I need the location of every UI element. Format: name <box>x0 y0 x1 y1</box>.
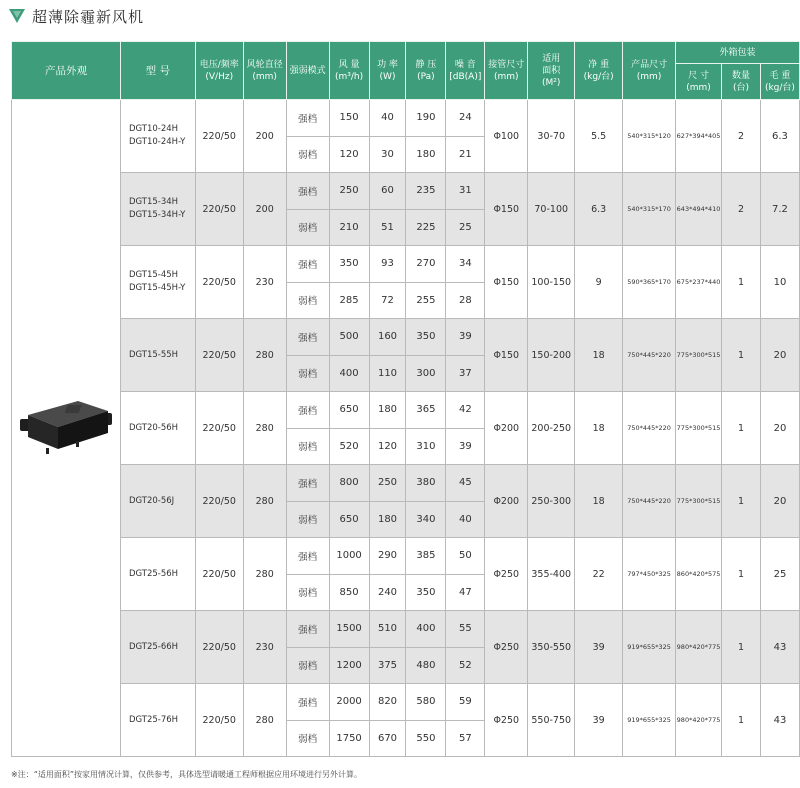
noise-cell: 50 <box>446 538 485 575</box>
model-name: DGT15-55H <box>128 349 179 360</box>
pipe-cell: Φ250 <box>485 538 528 611</box>
noise-cell: 42 <box>446 392 485 429</box>
noise-cell: 34 <box>446 246 485 283</box>
green-triangle-logo-icon <box>8 7 26 25</box>
pressure-cell: 400 <box>406 611 446 648</box>
mode-strong-cell: 强档 <box>286 319 329 356</box>
model-cell <box>120 173 195 246</box>
airflow-cell: 650 <box>329 501 369 538</box>
weight-cell: 6.3 <box>575 173 623 246</box>
header-pkg-size: 尺 寸 (mm) <box>676 64 722 100</box>
voltage-cell: 220/50 <box>195 319 243 392</box>
header-voltage: 电压/频率 (V/Hz) <box>195 42 243 100</box>
header-size: 产品尺寸 (mm) <box>623 42 676 100</box>
size-cell: 590*365*170 <box>623 246 676 319</box>
voltage-cell: 220/50 <box>195 538 243 611</box>
model-cell <box>120 392 195 465</box>
power-cell: 72 <box>369 282 406 319</box>
power-cell: 180 <box>369 392 406 429</box>
noise-cell: 59 <box>446 684 485 721</box>
area-cell: 30-70 <box>528 100 575 173</box>
wheel-cell: 200 <box>243 173 286 246</box>
weight-cell: 18 <box>575 465 623 538</box>
wheel-cell: 280 <box>243 319 286 392</box>
power-cell: 375 <box>369 647 406 684</box>
power-cell: 51 <box>369 209 406 246</box>
header-pkg-qty: 数量 (台) <box>722 64 761 100</box>
pkg-qty-cell: 2 <box>722 173 761 246</box>
pressure-cell: 350 <box>406 574 446 611</box>
size-cell: 750*445*220 <box>623 392 676 465</box>
pressure-cell: 300 <box>406 355 446 392</box>
pipe-cell: Φ200 <box>485 392 528 465</box>
wheel-cell: 280 <box>243 392 286 465</box>
power-cell: 40 <box>369 100 406 137</box>
airflow-cell: 150 <box>329 100 369 137</box>
model-cell <box>120 246 195 319</box>
model-name: DGT10-24H <box>128 124 179 134</box>
mode-weak-cell: 弱档 <box>286 574 329 611</box>
model-name: DGT10-24H-Y <box>128 137 186 147</box>
pkg-qty-cell: 2 <box>722 100 761 173</box>
mode-strong-cell: 强档 <box>286 246 329 283</box>
spec-table <box>11 41 800 757</box>
table-row <box>12 684 800 721</box>
noise-cell: 24 <box>446 100 485 137</box>
airflow-cell: 800 <box>329 465 369 502</box>
airflow-cell: 250 <box>329 173 369 210</box>
pipe-cell: Φ200 <box>485 465 528 538</box>
airflow-cell: 1000 <box>329 538 369 575</box>
weight-cell: 5.5 <box>575 100 623 173</box>
size-cell: 540*315*120 <box>623 100 676 173</box>
noise-cell: 39 <box>446 428 485 465</box>
page-title: 超薄除霾新风机 <box>32 7 145 26</box>
pressure-cell: 310 <box>406 428 446 465</box>
voltage-cell: 220/50 <box>195 246 243 319</box>
power-cell: 510 <box>369 611 406 648</box>
pipe-cell: Φ100 <box>485 100 528 173</box>
weight-cell: 18 <box>575 319 623 392</box>
model-cell <box>120 319 195 392</box>
pipe-cell: Φ150 <box>485 246 528 319</box>
area-cell: 200-250 <box>528 392 575 465</box>
airflow-cell: 210 <box>329 209 369 246</box>
gross-weight-cell: 6.3 <box>760 100 799 173</box>
model-name: DGT25-76H <box>128 714 179 725</box>
area-cell: 150-200 <box>528 319 575 392</box>
model-name: DGT15-34H-Y <box>128 210 186 220</box>
mode-strong-cell: 强档 <box>286 538 329 575</box>
mode-weak-cell: 弱档 <box>286 355 329 392</box>
wheel-cell: 230 <box>243 611 286 684</box>
noise-cell: 28 <box>446 282 485 319</box>
header-power: 功 率 (W) <box>369 42 406 100</box>
pkg-size-cell: 675*237*440 <box>676 246 722 319</box>
noise-cell: 55 <box>446 611 485 648</box>
airflow-cell: 850 <box>329 574 369 611</box>
pressure-cell: 580 <box>406 684 446 721</box>
noise-cell: 47 <box>446 574 485 611</box>
noise-cell: 40 <box>446 501 485 538</box>
pressure-cell: 350 <box>406 319 446 356</box>
gross-weight-cell: 10 <box>760 246 799 319</box>
pkg-size-cell: 775*300*515 <box>676 465 722 538</box>
mode-weak-cell: 弱档 <box>286 647 329 684</box>
pressure-cell: 225 <box>406 209 446 246</box>
mode-strong-cell: 强档 <box>286 611 329 648</box>
size-cell: 919*655*325 <box>623 611 676 684</box>
power-cell: 120 <box>369 428 406 465</box>
mode-strong-cell: 强档 <box>286 100 329 137</box>
table-row <box>12 538 800 575</box>
gross-weight-cell: 7.2 <box>760 173 799 246</box>
noise-cell: 31 <box>446 173 485 210</box>
power-cell: 240 <box>369 574 406 611</box>
header-weight: 净 重 (kg/台) <box>575 42 623 100</box>
pkg-qty-cell: 1 <box>722 392 761 465</box>
model-name: DGT25-56H <box>128 568 179 579</box>
pkg-size-cell: 643*494*410 <box>676 173 722 246</box>
voltage-cell: 220/50 <box>195 173 243 246</box>
pkg-size-cell: 775*300*515 <box>676 392 722 465</box>
pkg-qty-cell: 1 <box>722 319 761 392</box>
pkg-size-cell: 860*420*575 <box>676 538 722 611</box>
header-pipe: 接管尺寸 (mm) <box>485 42 528 100</box>
model-name: DGT15-45H <box>128 270 179 280</box>
voltage-cell: 220/50 <box>195 684 243 757</box>
pipe-cell: Φ250 <box>485 611 528 684</box>
fresh-air-unit-image <box>16 393 116 463</box>
table-row <box>12 392 800 429</box>
pressure-cell: 380 <box>406 465 446 502</box>
header-model: 型 号 <box>120 42 195 100</box>
weight-cell: 9 <box>575 246 623 319</box>
gross-weight-cell: 20 <box>760 392 799 465</box>
mode-strong-cell: 强档 <box>286 173 329 210</box>
mode-strong-cell: 强档 <box>286 465 329 502</box>
airflow-cell: 650 <box>329 392 369 429</box>
size-cell: 540*315*170 <box>623 173 676 246</box>
table-row <box>12 100 800 137</box>
weight-cell: 39 <box>575 684 623 757</box>
pkg-qty-cell: 1 <box>722 246 761 319</box>
voltage-cell: 220/50 <box>195 611 243 684</box>
model-cell <box>120 611 195 684</box>
wheel-cell: 230 <box>243 246 286 319</box>
header-package: 外箱包装 <box>676 42 800 64</box>
mode-strong-cell: 强档 <box>286 392 329 429</box>
power-cell: 250 <box>369 465 406 502</box>
mode-strong-cell: 强档 <box>286 684 329 721</box>
model-cell <box>120 538 195 611</box>
pressure-cell: 235 <box>406 173 446 210</box>
airflow-cell: 1200 <box>329 647 369 684</box>
weight-cell: 39 <box>575 611 623 684</box>
pkg-size-cell: 775*300*515 <box>676 319 722 392</box>
size-cell: 750*445*220 <box>623 465 676 538</box>
power-cell: 30 <box>369 136 406 173</box>
power-cell: 820 <box>369 684 406 721</box>
table-row <box>12 173 800 210</box>
gross-weight-cell: 20 <box>760 465 799 538</box>
pkg-qty-cell: 1 <box>722 538 761 611</box>
size-cell: 919*655*325 <box>623 684 676 757</box>
noise-cell: 37 <box>446 355 485 392</box>
noise-cell: 25 <box>446 209 485 246</box>
voltage-cell: 220/50 <box>195 100 243 173</box>
power-cell: 670 <box>369 720 406 757</box>
pkg-size-cell: 980*420*775 <box>676 611 722 684</box>
table-row <box>12 246 800 283</box>
noise-cell: 57 <box>446 720 485 757</box>
model-cell <box>120 100 195 173</box>
wheel-cell: 280 <box>243 465 286 538</box>
wheel-cell: 200 <box>243 100 286 173</box>
pressure-cell: 550 <box>406 720 446 757</box>
gross-weight-cell: 20 <box>760 319 799 392</box>
power-cell: 60 <box>369 173 406 210</box>
pressure-cell: 340 <box>406 501 446 538</box>
header-appearance: 产品外观 <box>12 42 121 100</box>
noise-cell: 21 <box>446 136 485 173</box>
gross-weight-cell: 25 <box>760 538 799 611</box>
power-cell: 290 <box>369 538 406 575</box>
power-cell: 110 <box>369 355 406 392</box>
pressure-cell: 270 <box>406 246 446 283</box>
area-cell: 550-750 <box>528 684 575 757</box>
header-wheel: 风轮直径 (mm) <box>243 42 286 100</box>
mode-weak-cell: 弱档 <box>286 720 329 757</box>
wheel-cell: 280 <box>243 684 286 757</box>
pkg-size-cell: 980*420*775 <box>676 684 722 757</box>
airflow-cell: 350 <box>329 246 369 283</box>
mode-weak-cell: 弱档 <box>286 282 329 319</box>
airflow-cell: 400 <box>329 355 369 392</box>
power-cell: 180 <box>369 501 406 538</box>
airflow-cell: 520 <box>329 428 369 465</box>
pressure-cell: 385 <box>406 538 446 575</box>
area-cell: 70-100 <box>528 173 575 246</box>
model-name: DGT20-56H <box>128 422 179 433</box>
pkg-qty-cell: 1 <box>722 684 761 757</box>
pressure-cell: 255 <box>406 282 446 319</box>
header-airflow: 风 量 (m³/h) <box>329 42 369 100</box>
airflow-cell: 500 <box>329 319 369 356</box>
header-noise: 噪 音 [dB(A)] <box>446 42 485 100</box>
model-cell <box>120 684 195 757</box>
voltage-cell: 220/50 <box>195 465 243 538</box>
pressure-cell: 180 <box>406 136 446 173</box>
model-name: DGT15-45H-Y <box>128 283 186 293</box>
model-name: DGT20-56J <box>128 495 175 506</box>
table-row <box>12 611 800 648</box>
gross-weight-cell: 43 <box>760 684 799 757</box>
header-pkg-weight: 毛 重 (kg/台) <box>760 64 799 100</box>
pressure-cell: 480 <box>406 647 446 684</box>
pkg-qty-cell: 1 <box>722 465 761 538</box>
weight-cell: 18 <box>575 392 623 465</box>
table-body <box>12 100 800 757</box>
product-image-cell <box>12 100 121 757</box>
airflow-cell: 1750 <box>329 720 369 757</box>
page-header <box>8 4 144 28</box>
airflow-cell: 1500 <box>329 611 369 648</box>
pipe-cell: Φ150 <box>485 173 528 246</box>
header-mode: 强弱模式 <box>286 42 329 100</box>
noise-cell: 52 <box>446 647 485 684</box>
pipe-cell: Φ250 <box>485 684 528 757</box>
airflow-cell: 2000 <box>329 684 369 721</box>
header-pressure: 静 压 (Pa) <box>406 42 446 100</box>
pkg-size-cell: 627*394*405 <box>676 100 722 173</box>
voltage-cell: 220/50 <box>195 392 243 465</box>
pkg-qty-cell: 1 <box>722 611 761 684</box>
power-cell: 160 <box>369 319 406 356</box>
area-cell: 355-400 <box>528 538 575 611</box>
area-cell: 100-150 <box>528 246 575 319</box>
pressure-cell: 190 <box>406 100 446 137</box>
size-cell: 797*450*325 <box>623 538 676 611</box>
mode-weak-cell: 弱档 <box>286 209 329 246</box>
pressure-cell: 365 <box>406 392 446 429</box>
gross-weight-cell: 43 <box>760 611 799 684</box>
airflow-cell: 285 <box>329 282 369 319</box>
weight-cell: 22 <box>575 538 623 611</box>
model-name: DGT15-34H <box>128 197 179 207</box>
area-cell: 350-550 <box>528 611 575 684</box>
size-cell: 750*445*220 <box>623 319 676 392</box>
mode-weak-cell: 弱档 <box>286 428 329 465</box>
header-area: 适用 面积 (M²) <box>528 42 575 100</box>
model-name: DGT25-66H <box>128 641 179 652</box>
wheel-cell: 280 <box>243 538 286 611</box>
noise-cell: 45 <box>446 465 485 502</box>
mode-weak-cell: 弱档 <box>286 501 329 538</box>
airflow-cell: 120 <box>329 136 369 173</box>
area-cell: 250-300 <box>528 465 575 538</box>
mode-weak-cell: 弱档 <box>286 136 329 173</box>
power-cell: 93 <box>369 246 406 283</box>
table-row <box>12 465 800 502</box>
model-cell <box>120 465 195 538</box>
table-row <box>12 319 800 356</box>
footnote: ※注：“适用面积”按家用情况计算，仅供参考，具体选型请暖通工程师根据应用环境进行另外计算。 <box>11 770 362 779</box>
pipe-cell: Φ150 <box>485 319 528 392</box>
noise-cell: 39 <box>446 319 485 356</box>
table-header <box>12 42 800 100</box>
